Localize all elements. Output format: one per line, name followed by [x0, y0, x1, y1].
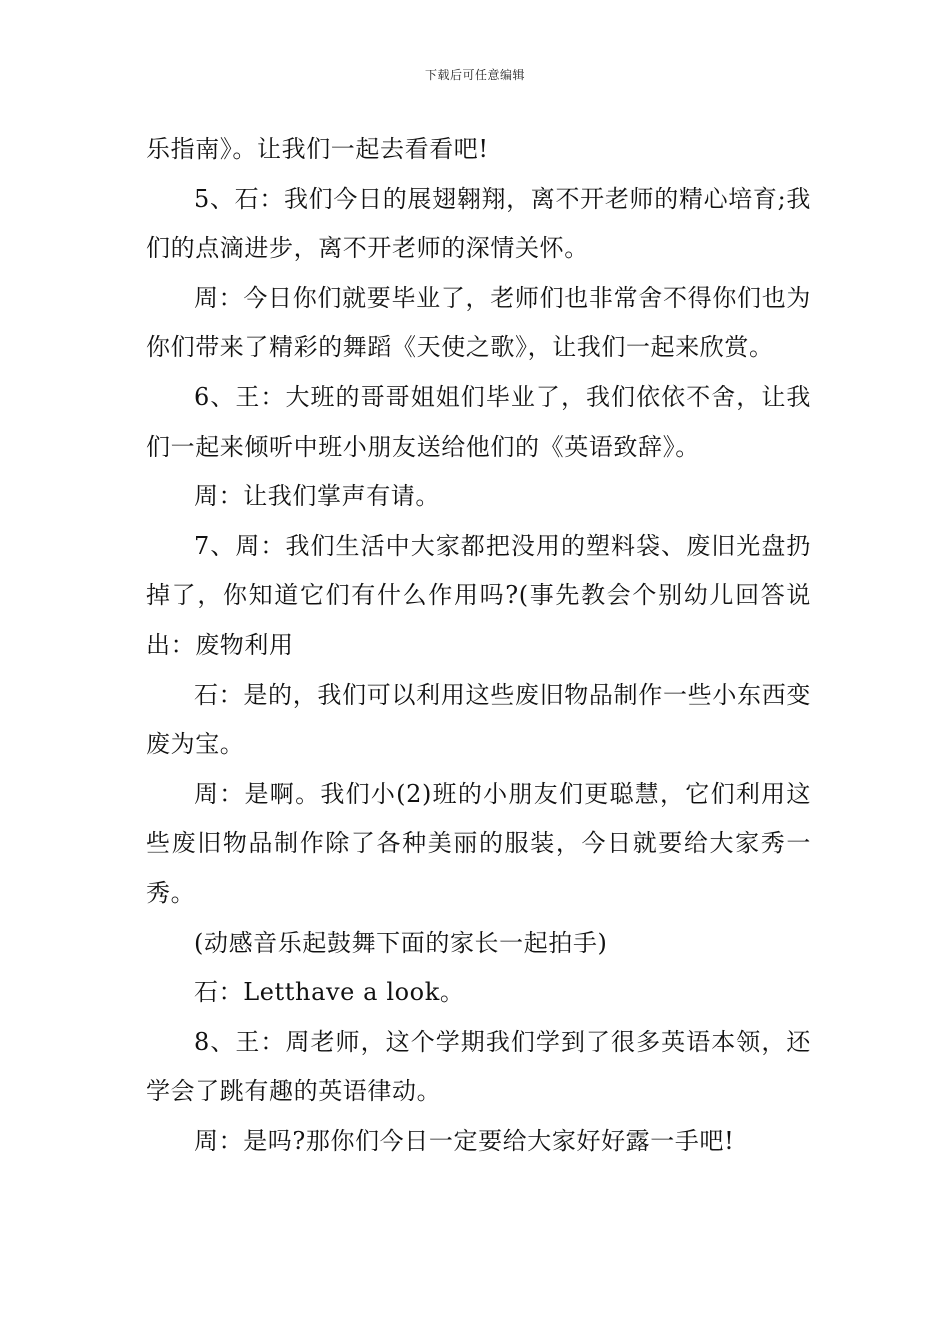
paragraph: 周：是吗?那你们今日一定要给大家好好露一手吧! [194, 1126, 735, 1155]
paragraph: 周：让我们掌声有请。 [194, 482, 440, 511]
paragraph: 周：今日你们就要毕业了，老师们也非常舍不得你们也为你们带来了精彩的舞蹈《天使之歌》，让我们一起来欣赏。 [146, 283, 811, 362]
document-body [146, 125, 811, 1166]
paragraph: 石：Letthave a look。 [194, 978, 465, 1007]
paragraph: (动感音乐起鼓舞下面的家长一起拍手) [194, 928, 608, 957]
paragraph: 周：是啊。我们小(2)班的小朋友们更聪慧，它们利用这些废旧物品制作除了各种美丽的服装，今日就要给大家秀一秀。 [146, 779, 811, 907]
paragraph: 7、周：我们生活中大家都把没用的塑料袋、废旧光盘扔掉了，你知道它们有什么作用吗?(事先教会个别幼儿回答说出：废物利用 [146, 531, 811, 659]
paragraph: 8、王：周老师，这个学期我们学到了很多英语本领，还学会了跳有趣的英语律动。 [146, 1027, 811, 1106]
paragraph: 6、王：大班的哥哥姐姐们毕业了，我们依依不舍，让我们一起来倾听中班小朋友送给他们的《英语致辞》。 [146, 382, 811, 461]
page-header: 下载后可任意编辑 [424, 68, 525, 82]
paragraph: 石：是的，我们可以利用这些废旧物品制作一些小东西变废为宝。 [146, 680, 811, 759]
paragraph: 乐指南》。让我们一起去看看吧! [146, 135, 489, 163]
paragraph: 5、石：我们今日的展翅翱翔，离不开老师的精心培育;我们的点滴进步，离不开老师的深情关怀。 [146, 184, 811, 263]
